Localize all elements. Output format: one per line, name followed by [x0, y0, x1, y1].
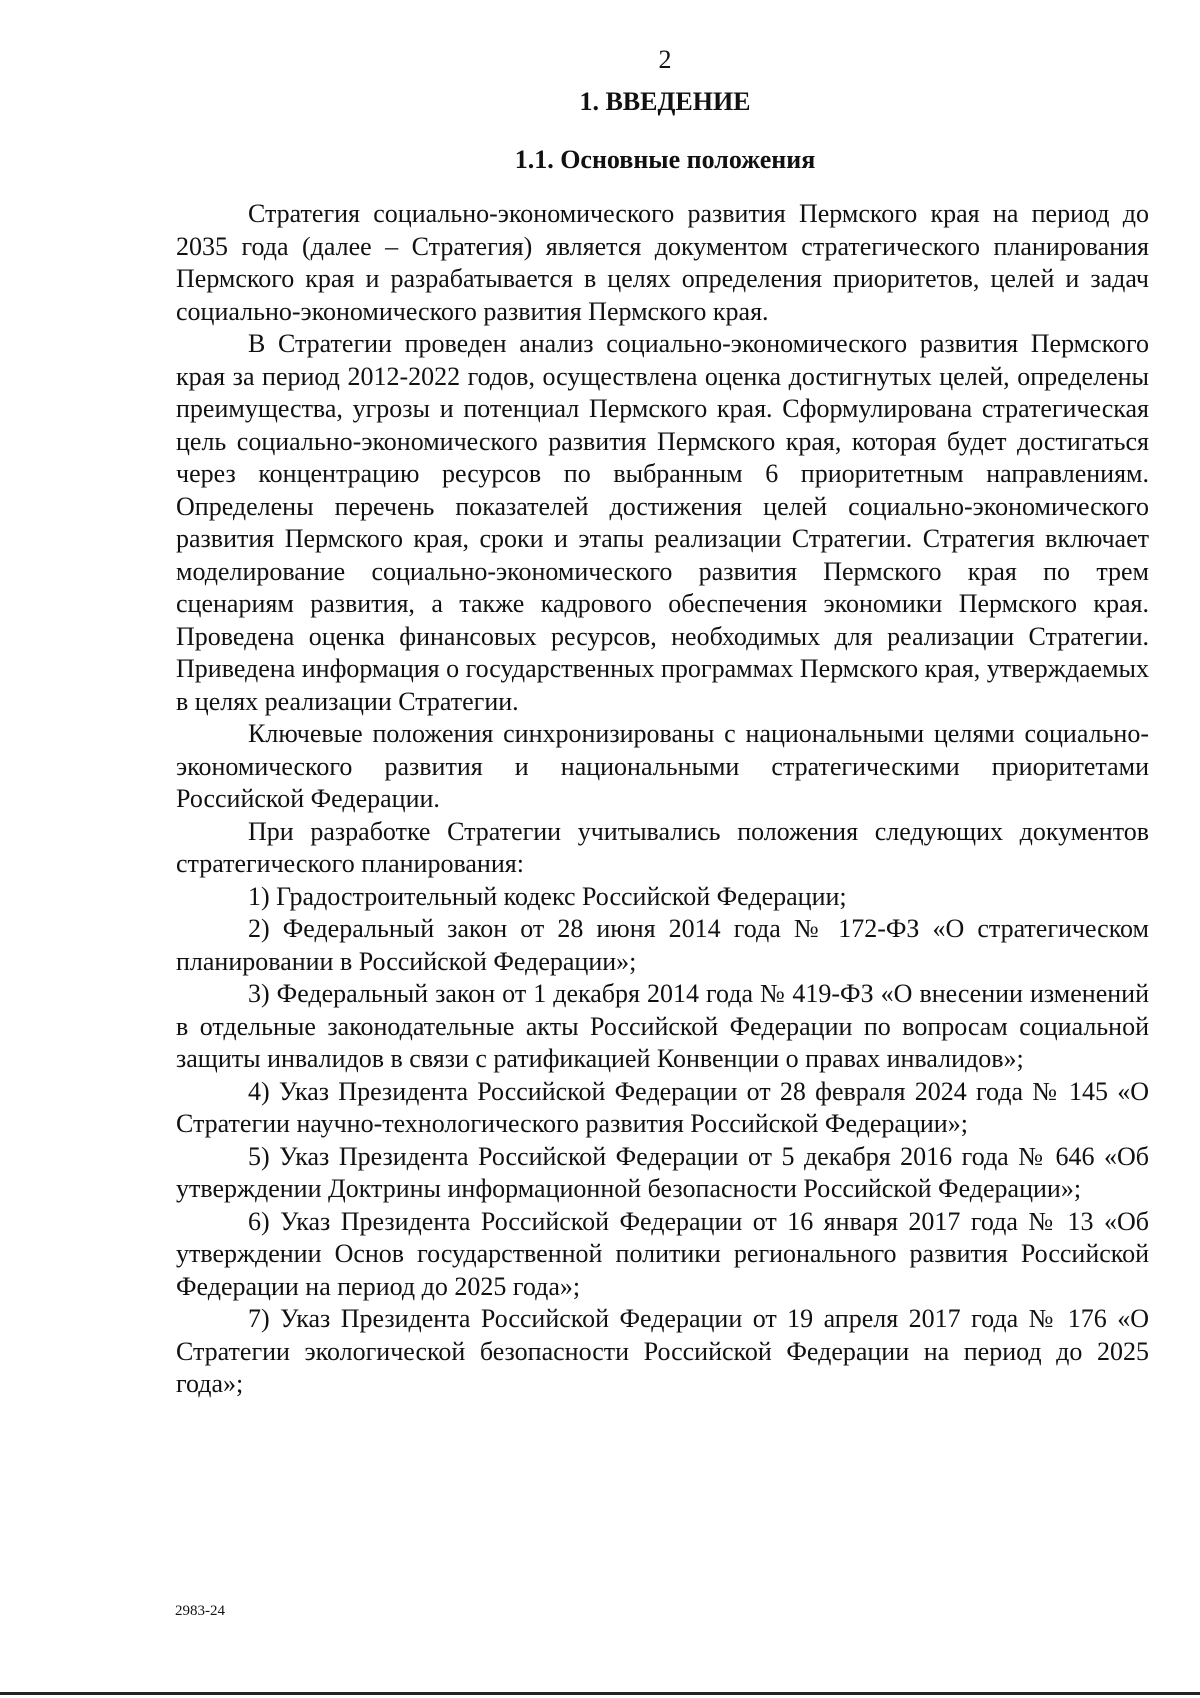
page-number: 2 [658, 45, 672, 74]
list-item: 7) Указ Президента Российской Федерации от 19 апреля 2017 года № 176 «О Стратегии экологической безопасности Российской Федерации на период до 2025 года»; [176, 1304, 1149, 1398]
list-item: 2) Федеральный закон от 28 июня 2014 года № 172-ФЗ «О стратегическом планировании в Российской Федерации»; [176, 914, 1149, 976]
paragraph: Ключевые положения синхронизированы с национальными целями социально-экономического развития и национальными стратегическими приоритетами Российской Федерации. [176, 719, 1149, 813]
document-code: 2983-24 [175, 1603, 225, 1619]
list-item: 3) Федеральный закон от 1 декабря 2014 года № 419-ФЗ «О внесении изменений в отдельные законодательные акты Российской Федерации по вопросам социальной защиты инвалидов в связи с ратификацией Конвенции о правах инвалидов»; [176, 979, 1149, 1073]
paragraph: Стратегия социально-экономического развития Пермского края на период до 2035 года (далее – Стратегия) является документом стратегического планирования Пермского края и разрабатывается в целях определения приоритетов, целей и задач социально-экономического развития Пермского края. [176, 199, 1149, 326]
list-item: 4) Указ Президента Российской Федерации от 28 февраля 2024 года № 145 «О Стратегии научно-технологического развития Российской Федерации»; [176, 1076, 1149, 1138]
list-item: 6) Указ Президента Российской Федерации от 16 января 2017 года № 13 «Об утверждении Основ государственной политики регионального развития Российской Федерации на период до 2025 года»; [176, 1206, 1149, 1301]
list-item: 5) Указ Президента Российской Федерации от 5 декабря 2016 года № 646 «Об утверждении Доктрины информационной безопасности Российской Федерации»; [176, 1141, 1149, 1203]
paragraph: В Стратегии проведен анализ социально-экономического развития Пермского края за период 2012-2022 годов, осуществлена оценка достигнутых целей, определены преимущества, угрозы и потенциал Пермского края. Сформулирована стратегическая цель социально-экономического развития Пермского края, которая будет достигаться через концентрацию ресурсов по выбранным 6 приоритетным направлениям. Определены перечень показателей достижения целей социально-экономического развития Пермского края, сроки и этапы реализации Стратегии. Стратегия включает моделирование социально-экономического развития Пермского края по трем сценариям развития, а также кадрового обеспечения экономики Пермского края. Проведена оценка финансовых ресурсов, необходимых для реализации Стратегии. Приведена информация о государственных программах Пермского края, утверждаемых в целях реализации Стратегии. [176, 329, 1149, 716]
subsection-heading: 1.1. Основные положения [514, 145, 816, 174]
document-body [176, 198, 1149, 1401]
section-heading: 1. ВВЕДЕНИЕ [579, 87, 751, 116]
scan-edge-line [0, 1692, 1200, 1695]
paragraph: При разработке Стратегии учитывались положения следующих документов стратегического планирования: [176, 816, 1149, 878]
list-item: 1) Градостроительный кодекс Российской Федерации; [248, 881, 847, 911]
